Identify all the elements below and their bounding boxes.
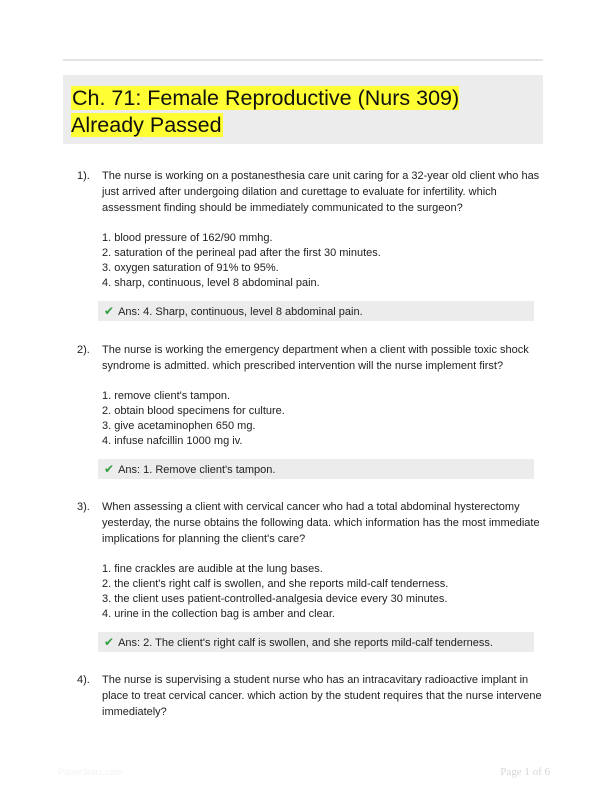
option: 3. oxygen saturation of 91% to 95%. bbox=[102, 262, 279, 274]
page-indicator: Page 1 of 6 bbox=[500, 766, 550, 778]
question-body bbox=[102, 342, 542, 479]
option: 4. infuse nafcillin 1000 mg iv. bbox=[102, 435, 243, 447]
option: 2. saturation of the perineal pad after the first 30 minutes. bbox=[102, 247, 381, 259]
answer-box bbox=[98, 301, 534, 321]
question-number: 3). bbox=[77, 501, 90, 513]
option: 3. the client uses patient-controlled-analgesia device every 30 minutes. bbox=[102, 593, 448, 605]
question-number: 2). bbox=[77, 344, 90, 356]
question-text: The nurse is working the emergency department when a client with possible toxic shock syndrome is admitted. which prescribed intervention will the nurse implement first? bbox=[102, 344, 529, 372]
option: 1. blood pressure of 162/90 mmhg. bbox=[102, 232, 273, 244]
document-title bbox=[71, 85, 533, 139]
answer-box bbox=[98, 632, 534, 652]
title-box bbox=[63, 75, 543, 144]
option-list bbox=[102, 562, 542, 622]
answer-text: Ans: 2. The client's right calf is swollen, and she reports mild-calf tenderness. bbox=[118, 637, 493, 649]
question-text: The nurse is supervising a student nurse who has an intracavitary radioactive implant in place to treat cervical cancer. which action by the student requires that the nurse intervene immediately? bbox=[102, 674, 542, 718]
option: 1. fine crackles are audible at the lung bases. bbox=[102, 563, 323, 575]
option-list bbox=[102, 231, 542, 291]
option: 2. obtain blood specimens for culture. bbox=[102, 405, 285, 417]
answer-box bbox=[98, 459, 534, 479]
answer-text: Ans: 4. Sharp, continuous, level 8 abdominal pain. bbox=[118, 306, 363, 318]
option: 4. sharp, continuous, level 8 abdominal pain. bbox=[102, 277, 320, 289]
document-title-text: Ch. 71: Female Reproductive (Nurs 309) Already Passed bbox=[71, 86, 460, 137]
top-divider bbox=[63, 59, 543, 61]
option: 3. give acetaminophen 650 mg. bbox=[102, 420, 256, 432]
question-number: 4). bbox=[77, 674, 90, 686]
question-number: 1). bbox=[77, 170, 90, 182]
question-body bbox=[102, 672, 542, 720]
question-text: When assessing a client with cervical cancer who had a total abdominal hysterectomy yesterday, the nurse obtains the following data. which information has the most immediate implications for planning the client's care? bbox=[102, 501, 540, 545]
question-body bbox=[102, 499, 542, 652]
option: 2. the client's right calf is swollen, and she reports mild-calf tenderness. bbox=[102, 578, 449, 590]
question-body bbox=[102, 168, 542, 321]
answer-text: Ans: 1. Remove client's tampon. bbox=[118, 464, 276, 476]
option: 1. remove client's tampon. bbox=[102, 390, 231, 402]
check-icon: ✔ bbox=[104, 304, 115, 318]
check-icon: ✔ bbox=[104, 635, 115, 649]
option-list bbox=[102, 389, 542, 449]
footer-watermark: PaperStarz.com bbox=[58, 767, 123, 777]
check-icon: ✔ bbox=[104, 462, 115, 476]
option: 4. urine in the collection bag is amber and clear. bbox=[102, 608, 335, 620]
question-text: The nurse is working on a postanesthesia care unit caring for a 32-year old client who has just arrived after undergoing dilation and curettage to evaluate for infertility. which assessment finding should be immediately communicated to the surgeon? bbox=[102, 170, 540, 214]
